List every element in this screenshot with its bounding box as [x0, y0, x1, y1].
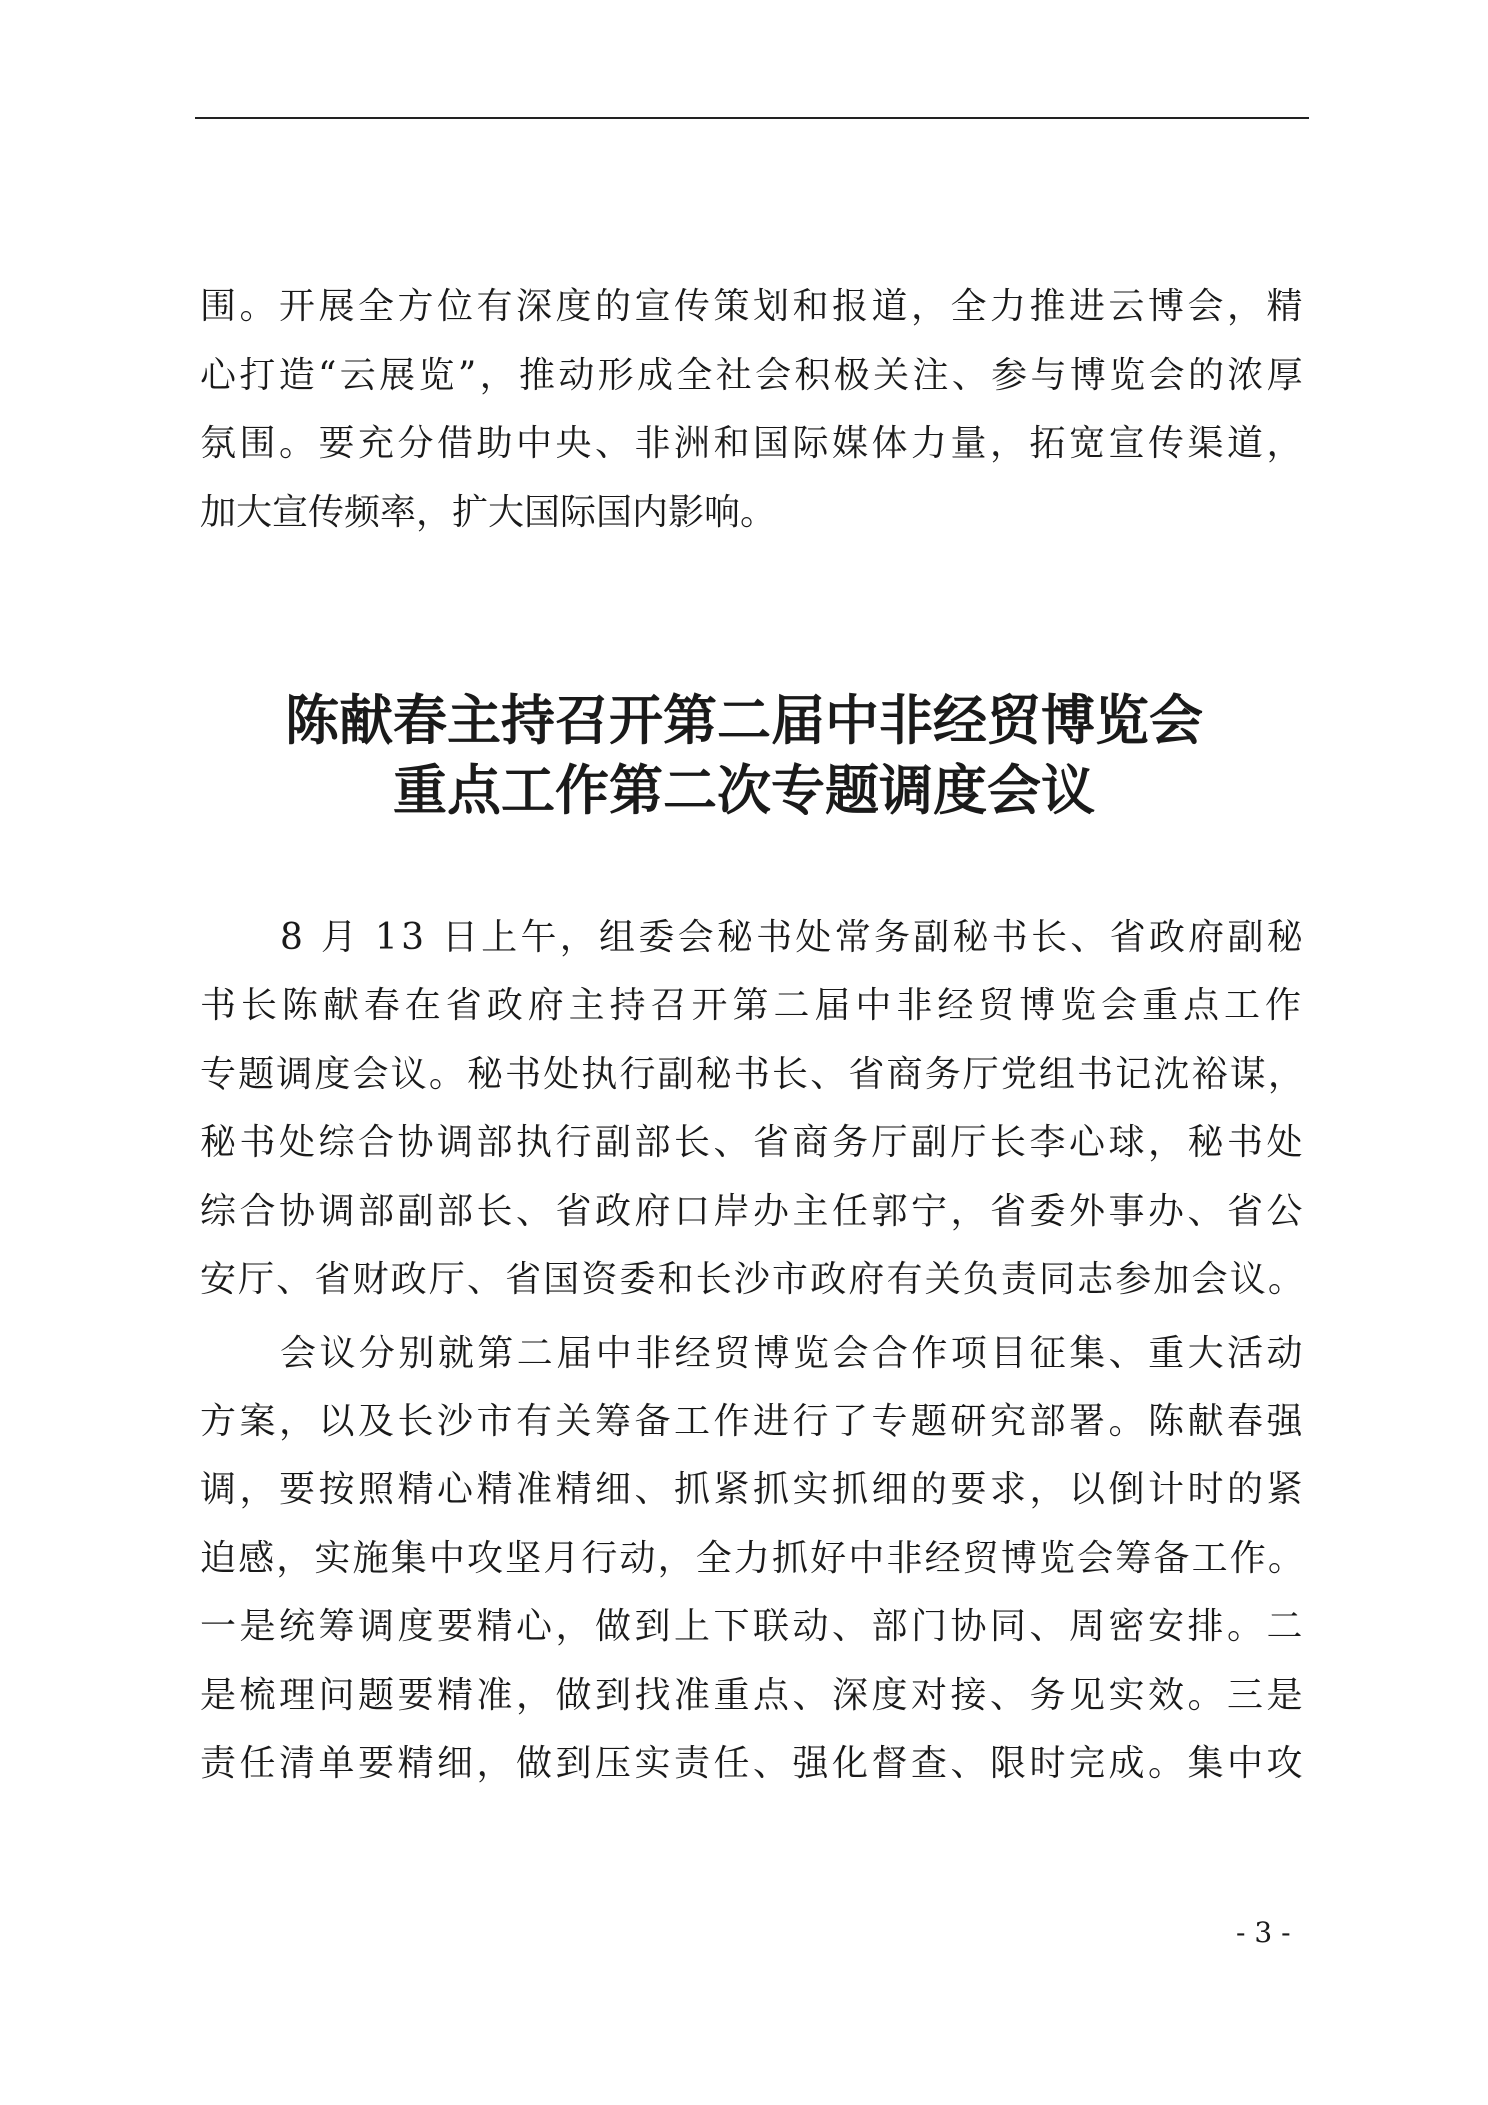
text-line: 迫感，实施集中攻坚月行动，全力抓好中非经贸博览会筹备工作。 [200, 1538, 1306, 1579]
text-line: 专题调度会议。秘书处执行副秘书长、省商务厅党组书记沈裕谋， [200, 1054, 1306, 1095]
article-title-line: 重点工作第二次专题调度会议 [393, 758, 1095, 822]
text-line: 秘书处综合协调部执行副部长、省商务厅副厅长李心球，秘书处 [200, 1122, 1306, 1163]
text-line: 8 月 13 日上午，组委会秘书处常务副秘书长、省政府副秘 [280, 917, 1306, 958]
article-title-line: 陈献春主持召开第二届中非经贸博览会 [285, 688, 1203, 752]
text-line: 会议分别就第二届中非经贸博览会合作项目征集、重大活动 [280, 1333, 1306, 1374]
text-line: 一是统筹调度要精心，做到上下联动、部门协同、周密安排。二 [200, 1606, 1306, 1647]
text-line: 氛围。要充分借助中央、非洲和国际媒体力量，拓宽宣传渠道， [200, 423, 1306, 464]
text-line: 方案，以及长沙市有关筹备工作进行了专题研究部署。陈献春强 [200, 1401, 1306, 1442]
text-line: 心打造“云展览”，推动形成全社会积极关注、参与博览会的浓厚 [200, 355, 1306, 396]
text-line: 围。开展全方位有深度的宣传策划和报道，全力推进云博会，精 [200, 286, 1306, 327]
text-line: 是梳理问题要精准，做到找准重点、深度对接、务见实效。三是 [200, 1675, 1306, 1716]
text-line: 加大宣传频率，扩大国际国内影响。 [200, 492, 777, 533]
page-number: - 3 - [1236, 1916, 1291, 1949]
text-line: 书长陈献春在省政府主持召开第二届中非经贸博览会重点工作 [200, 985, 1306, 1026]
text-line: 综合协调部副部长、省政府口岸办主任郭宁，省委外事办、省公 [200, 1191, 1306, 1232]
text-line: 责任清单要精细，做到压实责任、强化督查、限时完成。集中攻 [200, 1743, 1306, 1784]
text-line: 调，要按照精心精准精细、抓紧抓实抓细的要求，以倒计时的紧 [200, 1469, 1306, 1510]
header-rule [195, 117, 1309, 119]
text-line: 安厅、省财政厅、省国资委和长沙市政府有关负责同志参加会议。 [200, 1259, 1306, 1300]
